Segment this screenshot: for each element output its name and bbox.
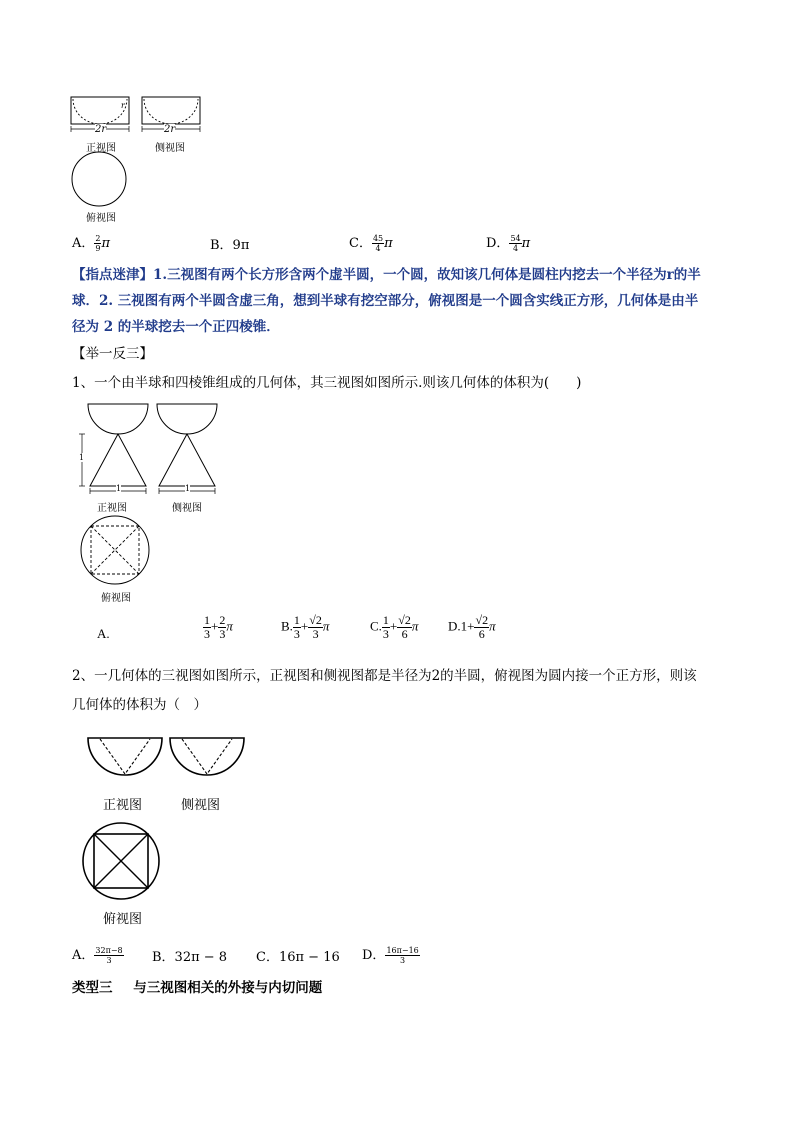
q0-option-d[interactable]: D． $\frac{54}{4}$ π (486, 234, 531, 253)
q0-d-fraction: $\frac{54}{4}$ (510, 234, 521, 253)
q2-front-view (86, 736, 166, 780)
fig1-front-label: 正视图 (86, 143, 116, 154)
fig1-side-label: 侧视图 (155, 143, 185, 154)
q2-option-d[interactable]: D． $\frac{16\pi-16}{3}$ (362, 946, 419, 965)
fig1-top-label: 俯视图 (86, 213, 116, 224)
tip-paragraph (72, 262, 732, 340)
tip-line-3: 径为 2 的半球挖去一个正四棱锥． (72, 319, 280, 335)
q2-side-label: 侧视图 (181, 798, 221, 813)
q1-front-label: 正视图 (97, 503, 127, 514)
q0-a-fraction: $\frac{2}{9}$ (95, 234, 101, 253)
q1-dim-side: 1 (185, 484, 191, 493)
tip-line-1: 【指点迷津】1.三视图有两个长方形含两个虚半圆，一个圆，故知该几何体是圆柱内挖去一个半径为r的半 (72, 267, 701, 283)
q1-front-view (72, 402, 152, 494)
q1-option-a[interactable]: $\frac{1}{3}$ + $\frac{2}{3}$ π (204, 613, 233, 641)
q0-option-c[interactable]: C． $\frac{45}{4}$ π (349, 234, 393, 253)
fig1-front-dim: 2r (95, 124, 107, 135)
tip-tag: 【指点迷津】 (72, 267, 153, 283)
q1-dim-front: 1 (116, 484, 122, 493)
q2-option-a[interactable]: A． $\frac{32\pi-8}{3}$ (72, 946, 123, 965)
q1-option-d[interactable]: D.1+ $\frac{√2}{6}$ π (448, 613, 496, 641)
fig1-side-dim: 2r (164, 124, 176, 135)
q0-option-a[interactable]: A． $\frac{2}{9}$ π (72, 234, 111, 253)
q1-text: 1、一个由半球和四棱锥组成的几何体，其三视图如图所示.则该几何体的体积为( ) (72, 375, 582, 391)
fig1-side-mark: r (121, 101, 125, 110)
fig1-top-view (71, 152, 129, 208)
q0-c-fraction: $\frac{45}{4}$ (372, 234, 384, 253)
q2-top-view (81, 822, 163, 902)
q2-side-view (168, 736, 248, 780)
q1-option-a-label[interactable]: A. (97, 626, 110, 641)
q1-dim-vertical: 1 (79, 453, 85, 462)
q1-option-c[interactable]: C. $\frac{1}{3}$ + $\frac{√2}{6}$ π (370, 613, 419, 641)
q2-text-line-2: 几何体的体积为（ ） (72, 697, 207, 713)
q1-side-label: 侧视图 (172, 503, 202, 514)
q0-option-b[interactable]: B．9π (210, 238, 250, 253)
q2-top-label: 俯视图 (103, 912, 143, 927)
type3-heading (72, 976, 322, 996)
q1-side-view (154, 402, 224, 494)
q1-top-view (80, 515, 152, 587)
type3-label: 类型三 (72, 980, 113, 996)
q1-top-label: 俯视图 (101, 593, 131, 604)
type3-title: 与三视图相关的外接与内切问题 (133, 980, 323, 996)
q2-option-b[interactable]: B．32π − 8 (152, 950, 228, 965)
q2-front-label: 正视图 (103, 798, 143, 813)
section-heading: 【举一反三】 (72, 346, 153, 362)
tip-line-2: 球．2. 三视图有两个半圆含虚三角，想到半球有挖空部分，俯视图是一个圆含实线正方形，几何体是由半 (72, 293, 699, 309)
q1-option-b[interactable]: B. $\frac{1}{3}$ + $\frac{√2}{3}$ π (281, 613, 330, 641)
q2-option-c[interactable]: C．16π − 16 (256, 950, 340, 965)
q2-text-line-1: 2、一几何体的三视图如图所示，正视图和侧视图都是半径为2的半圆，俯视图为圆内接一个正方形，则该 (72, 668, 697, 684)
